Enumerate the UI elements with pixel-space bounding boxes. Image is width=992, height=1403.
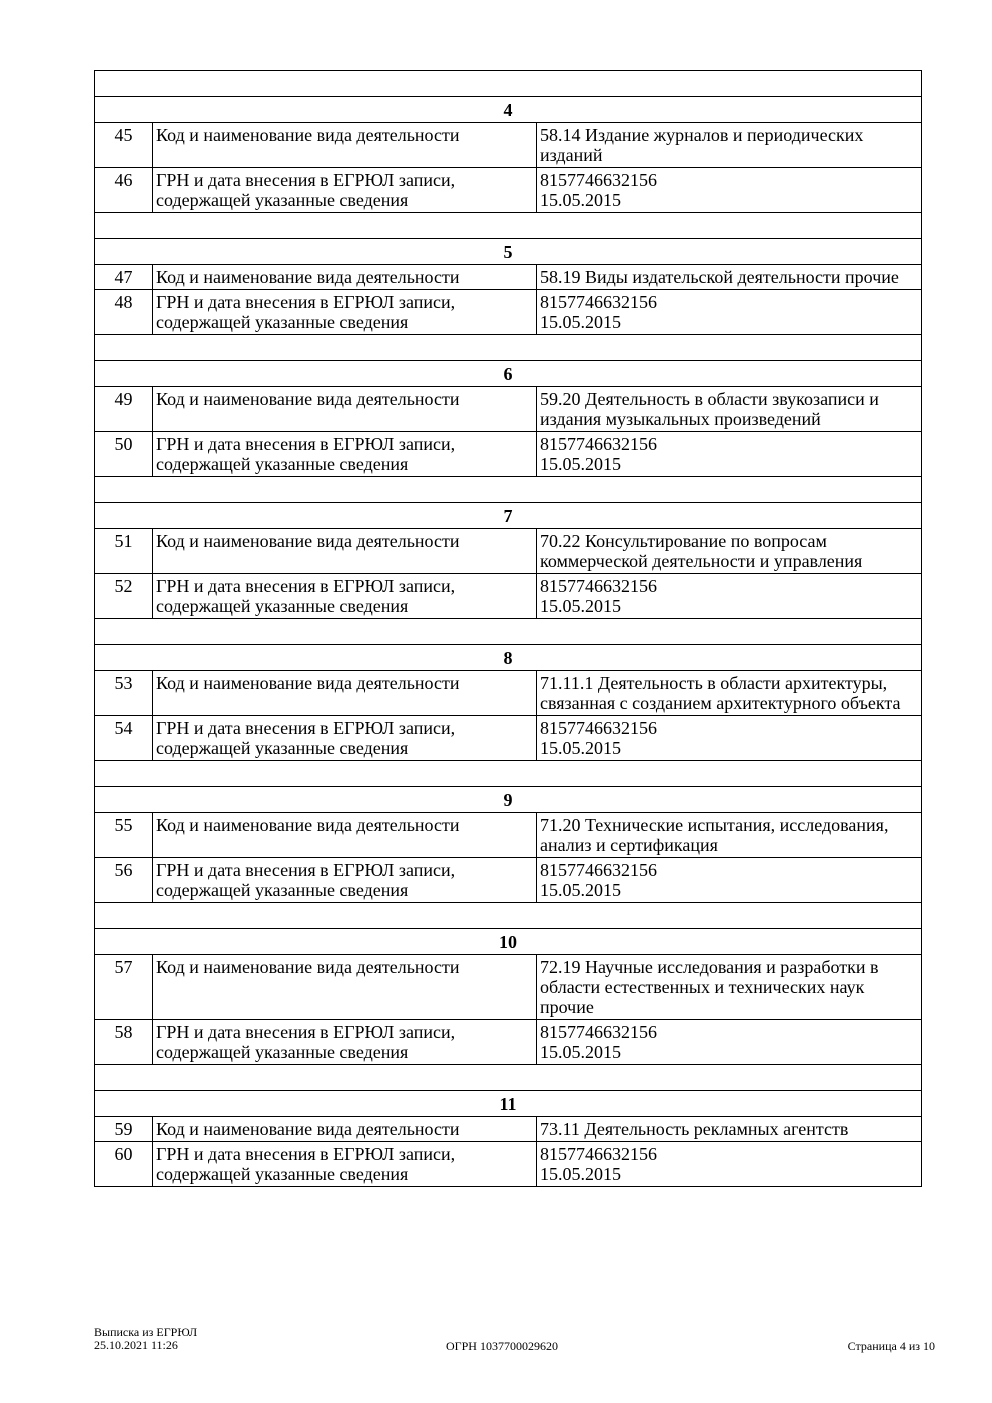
row-number: 55 [95,813,153,858]
row-value: 8157746632156 15.05.2015 [537,290,922,335]
row-number: 58 [95,1020,153,1065]
blank-separator-row [95,71,922,97]
blank-cell [95,477,922,503]
table-row [95,168,922,213]
table-row [95,387,922,432]
section-header-row [95,361,922,387]
row-value: 70.22 Консультирование по вопросам коммерческой деятельности и управления [537,529,922,574]
section-number: 10 [95,929,922,955]
footer-page-number: Страница 4 из 10 [847,1339,935,1353]
blank-cell [95,619,922,645]
table-row [95,574,922,619]
row-value: 8157746632156 15.05.2015 [537,574,922,619]
row-number: 53 [95,671,153,716]
footer-datetime: 25.10.2021 11:26 [94,1338,178,1352]
row-number: 51 [95,529,153,574]
table-row [95,529,922,574]
row-number: 45 [95,123,153,168]
section-header-row [95,787,922,813]
table-row [95,1142,922,1187]
table-row [95,813,922,858]
blank-cell [95,71,922,97]
row-label: Код и наименование вида деятельности [153,387,537,432]
table-row [95,123,922,168]
row-label: Код и наименование вида деятельности [153,955,537,1020]
footer-doc-title: Выписка из ЕГРЮЛ [94,1325,198,1339]
row-number: 56 [95,858,153,903]
blank-separator-row [95,213,922,239]
row-label: Код и наименование вида деятельности [153,123,537,168]
row-label: Код и наименование вида деятельности [153,265,537,290]
row-value: 73.11 Деятельность рекламных агентств [537,1117,922,1142]
row-value: 8157746632156 15.05.2015 [537,1142,922,1187]
row-number: 49 [95,387,153,432]
footer-ogrn: ОГРН 1037700029620 [446,1339,558,1353]
blank-separator-row [95,761,922,787]
row-label: Код и наименование вида деятельности [153,1117,537,1142]
row-number: 60 [95,1142,153,1187]
row-value: 8157746632156 15.05.2015 [537,858,922,903]
section-header-row [95,645,922,671]
row-number: 48 [95,290,153,335]
blank-separator-row [95,903,922,929]
table-row [95,1117,922,1142]
row-label: ГРН и дата внесения в ЕГРЮЛ записи, содержащей указанные сведения [153,716,537,761]
section-number: 6 [95,361,922,387]
blank-separator-row [95,335,922,361]
section-number: 5 [95,239,922,265]
table-row [95,955,922,1020]
row-label: ГРН и дата внесения в ЕГРЮЛ записи, содержащей указанные сведения [153,858,537,903]
section-number: 7 [95,503,922,529]
blank-cell [95,1065,922,1091]
row-label: Код и наименование вида деятельности [153,529,537,574]
row-label: ГРН и дата внесения в ЕГРЮЛ записи, содержащей указанные сведения [153,1142,537,1187]
row-value: 8157746632156 15.05.2015 [537,168,922,213]
row-label: Код и наименование вида деятельности [153,813,537,858]
section-number: 4 [95,97,922,123]
row-label: Код и наименование вида деятельности [153,671,537,716]
row-value: 59.20 Деятельность в области звукозаписи и издания музыкальных произведений [537,387,922,432]
row-value: 71.20 Технические испытания, исследования, анализ и сертификация [537,813,922,858]
row-value: 8157746632156 15.05.2015 [537,716,922,761]
table-row [95,716,922,761]
row-number: 59 [95,1117,153,1142]
table-row [95,858,922,903]
table-row [95,432,922,477]
blank-cell [95,213,922,239]
table-body [95,71,922,1187]
section-header-row [95,929,922,955]
section-header-row [95,503,922,529]
row-value: 58.14 Издание журналов и периодических изданий [537,123,922,168]
section-number: 8 [95,645,922,671]
row-label: ГРН и дата внесения в ЕГРЮЛ записи, содержащей указанные сведения [153,1020,537,1065]
row-number: 46 [95,168,153,213]
section-header-row [95,239,922,265]
blank-cell [95,903,922,929]
row-label: ГРН и дата внесения в ЕГРЮЛ записи, содержащей указанные сведения [153,290,537,335]
row-number: 52 [95,574,153,619]
row-value: 72.19 Научные исследования и разработки в области естественных и технических наук прочие [537,955,922,1020]
blank-separator-row [95,1065,922,1091]
table-row [95,290,922,335]
row-label: ГРН и дата внесения в ЕГРЮЛ записи, содержащей указанные сведения [153,432,537,477]
row-number: 47 [95,265,153,290]
table-row [95,1020,922,1065]
section-number: 11 [95,1091,922,1117]
egrul-activities-table [94,70,922,1187]
row-number: 54 [95,716,153,761]
section-header-row [95,1091,922,1117]
table-row [95,671,922,716]
row-number: 57 [95,955,153,1020]
blank-cell [95,761,922,787]
section-header-row [95,97,922,123]
row-label: ГРН и дата внесения в ЕГРЮЛ записи, содержащей указанные сведения [153,168,537,213]
row-label: ГРН и дата внесения в ЕГРЮЛ записи, содержащей указанные сведения [153,574,537,619]
row-value: 8157746632156 15.05.2015 [537,1020,922,1065]
row-number: 50 [95,432,153,477]
section-number: 9 [95,787,922,813]
blank-separator-row [95,619,922,645]
row-value: 8157746632156 15.05.2015 [537,432,922,477]
blank-separator-row [95,477,922,503]
row-value: 71.11.1 Деятельность в области архитектуры, связанная с созданием архитектурного объекта [537,671,922,716]
footer-left [94,1326,197,1352]
row-value: 58.19 Виды издательской деятельности прочие [537,265,922,290]
blank-cell [95,335,922,361]
table-row [95,265,922,290]
